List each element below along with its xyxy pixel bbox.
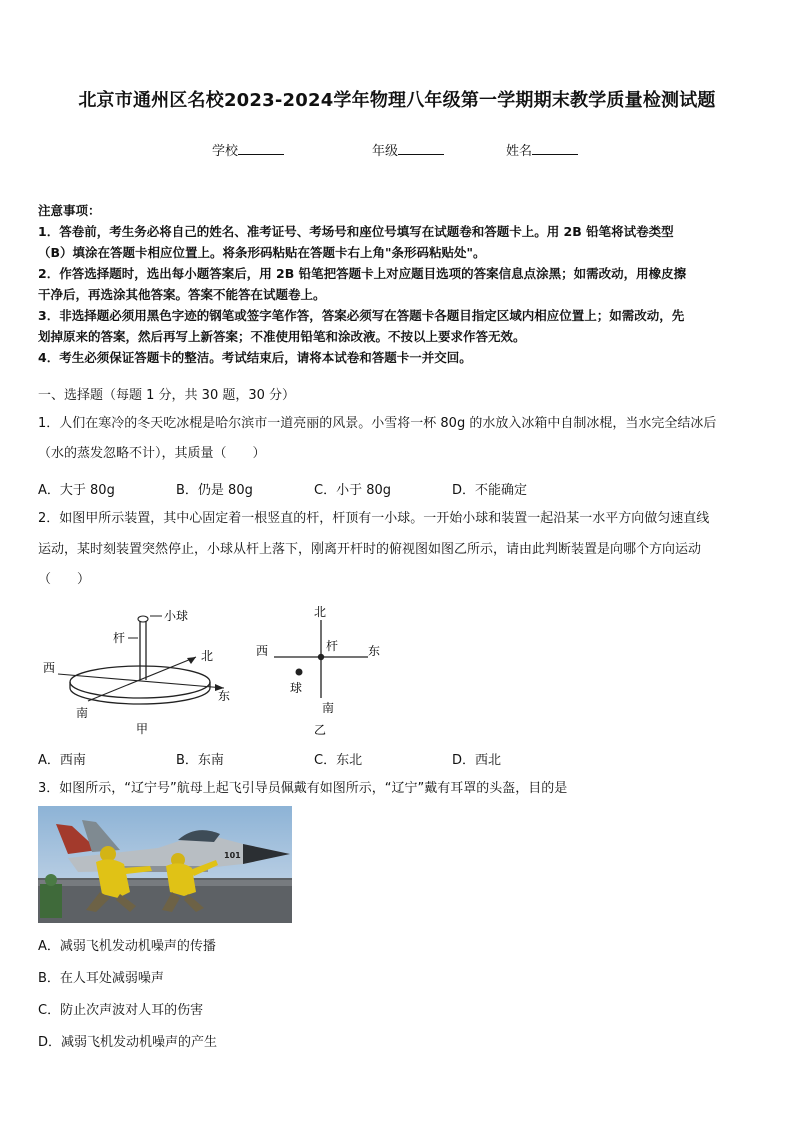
- grade-blank: [398, 142, 444, 155]
- q3-option-d: D．减弱飞机发动机噪声的产生: [38, 1035, 218, 1050]
- q1-option-a: A．大于 80g: [38, 483, 115, 498]
- west-east-axis: [58, 674, 224, 688]
- north-label: 北: [201, 649, 214, 663]
- south-label: 南: [76, 706, 89, 720]
- q2-option-d: D．西北: [452, 753, 502, 768]
- note-line: 4．考生必须保证答题卡的整洁。考试结束后，请将本试卷和答题卡一并交回。: [38, 350, 472, 365]
- north-label: 北: [314, 605, 327, 619]
- note-line: 1．答卷前，考生务必将自己的姓名、准考证号、考场号和座位号填写在试题卷和答题卡上。用 2B 铅笔将试卷类型: [38, 224, 674, 239]
- east-label: 东: [218, 689, 231, 703]
- school-blank: [238, 142, 284, 155]
- south-label: 南: [322, 701, 335, 715]
- south-north-axis: [88, 657, 196, 701]
- grade-field: [372, 140, 444, 159]
- note-line: 干净后，再选涂其他答案。答案不能答在试题卷上。: [38, 287, 326, 302]
- note-line: 2．作答选择题时，选出每小题答案后，用 2B 铅笔把答题卡上对应题目选项的答案信息点涂黑；如需改动，用橡皮擦: [38, 266, 687, 281]
- q1-option-b: B．仍是 80g: [176, 483, 253, 498]
- figure-yi: [252, 600, 392, 740]
- aircraft-number: 101: [224, 851, 241, 860]
- note-line: 划掉原来的答案，然后再写上新答案；不准使用铅笔和涂改液。不按以上要求作答无效。: [38, 329, 526, 344]
- ball-label: 小球: [164, 609, 189, 623]
- q3-option-b: B．在人耳处减弱噪声: [38, 971, 164, 986]
- school-field: [212, 140, 284, 159]
- q2-text: （ ）: [38, 572, 91, 587]
- west-label: 西: [43, 661, 56, 675]
- east-label: 东: [368, 644, 381, 658]
- figure-caption: 乙: [314, 723, 327, 737]
- q3-option-c: C．防止次声波对人耳的伤害: [38, 1003, 204, 1018]
- carrier-deck-photo: [38, 806, 292, 923]
- ball-shape: [138, 616, 148, 622]
- west-label: 西: [256, 644, 269, 658]
- rod-dot: [318, 654, 324, 660]
- school-label: 学校: [212, 144, 239, 159]
- q3-text: 3．如图所示，“辽宁号”航母上起飞引导员佩戴有如图所示，“辽宁”戴有耳罩的头盔，目的是: [38, 781, 568, 796]
- q1-text: 1．人们在寒冷的冬天吃冰棍是哈尔滨市一道亮丽的风景。小雪将一杯 80g 的水放入冰箱中自制冰棍，当水完全结冰后: [38, 416, 717, 431]
- q2-option-a: A．西南: [38, 753, 86, 768]
- q3-option-a: A．减弱飞机发动机噪声的传播: [38, 939, 216, 954]
- notes-heading: 注意事项：: [38, 203, 101, 218]
- section-heading: 一、选择题（每题 1 分，共 30 题，30 分）: [38, 388, 296, 403]
- q1-option-c: C．小于 80g: [314, 483, 392, 498]
- name-label: 姓名: [506, 144, 533, 159]
- note-line: 3．非选择题必须用黑色字迹的钢笔或签字笔作答，答案必须写在答题卡各题目指定区域内相应位置上；如需改动，先: [38, 308, 685, 323]
- name-blank: [532, 142, 578, 155]
- name-field: [506, 140, 578, 159]
- figure-caption: 甲: [136, 722, 149, 736]
- q1-text: （水的蒸发忽略不计），其质量（ ）: [38, 446, 266, 461]
- q2-option-b: B．东南: [176, 753, 224, 768]
- figure-jia: [38, 602, 248, 740]
- ball-label: 球: [290, 681, 303, 695]
- ball-dot: [296, 669, 303, 676]
- rod-label: 杆: [113, 631, 126, 645]
- rod-label: 杆: [326, 639, 339, 653]
- grade-label: 年级: [372, 144, 399, 159]
- q2-option-c: C．东北: [314, 753, 363, 768]
- platform-rim: [70, 688, 210, 704]
- q1-option-d: D．不能确定: [452, 483, 528, 498]
- note-line: （B）填涂在答题卡相应位置上。将条形码粘贴在答题卡右上角"条形码粘贴处"。: [38, 245, 486, 260]
- page-title: 北京市通州区名校2023-2024学年物理八年级第一学期期末教学质量检测试题: [78, 90, 716, 111]
- q2-text: 2．如图甲所示装置，其中心固定着一根竖直的杆，杆顶有一小球。一开始小球和装置一起沿某一水平方向做匀速直线: [38, 511, 710, 526]
- q2-text: 运动，某时刻装置突然停止，小球从杆上落下，刚离开杆时的俯视图如图乙所示，请由此判断装置是向哪个方向运动: [38, 542, 702, 557]
